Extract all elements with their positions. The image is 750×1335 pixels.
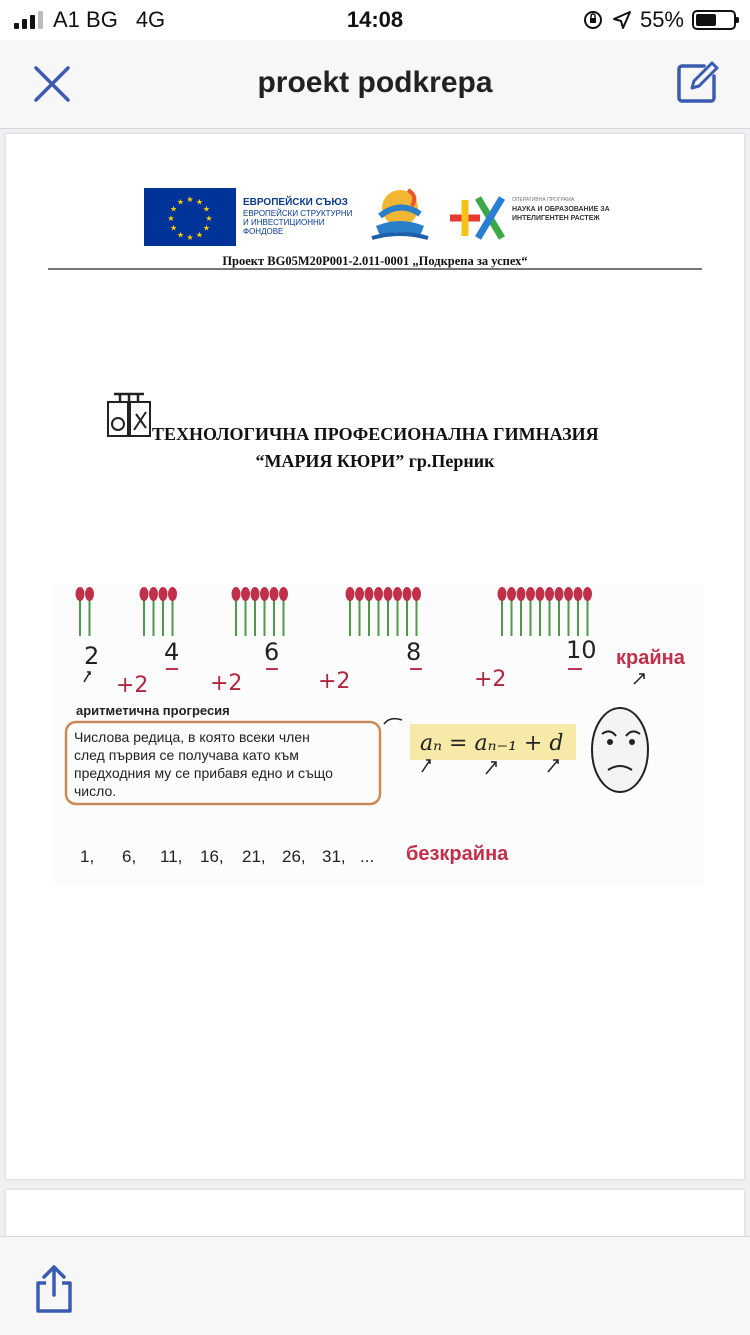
count-labels (84, 636, 597, 670)
count-label: 2 (84, 642, 100, 670)
section-title: аритметична прогресия (76, 703, 230, 718)
tulip-flower (374, 587, 383, 636)
eu-star: ★ (169, 223, 178, 233)
science-education-logo (444, 190, 508, 246)
finite-label: крайна (616, 647, 685, 669)
battery-icon (692, 10, 736, 30)
count-label: 6 (264, 638, 280, 666)
eu-logo-text (243, 198, 353, 236)
definition-line: Числова редица, в която всеки член (74, 729, 310, 745)
school-emblem-logo (106, 390, 152, 438)
operational-program-name: НАУКА И ОБРАЗОВАНИЕ ЗА ИНТЕЛИГЕНТЕН РАСТЕЖ (512, 206, 610, 222)
slide-drawing (54, 584, 704, 886)
eu-star: ★ (202, 223, 211, 233)
sequence-numbers (80, 847, 374, 866)
meme-face-icon (592, 708, 648, 792)
sequence-number: 6, (122, 847, 137, 866)
header-divider (48, 268, 702, 270)
clock: 14:08 (346, 7, 404, 32)
step-label: +2 (474, 667, 507, 692)
eu-star: ★ (202, 204, 211, 214)
tulip-flower (232, 587, 241, 636)
tulip-flower (412, 587, 421, 636)
step-label: +2 (318, 669, 351, 694)
sequence-number: ... (360, 847, 375, 866)
sequence-number: 26, (282, 847, 306, 866)
arrow-marks (84, 672, 644, 684)
tulip-flower (526, 587, 535, 636)
sequence-number: 16, (200, 847, 224, 866)
tulip-flower (159, 587, 168, 636)
count-label: 10 (566, 636, 597, 664)
tulip-flower (403, 587, 412, 636)
orientation-lock-icon (582, 9, 604, 31)
tulip-flower (384, 587, 393, 636)
document-title: proekt podkrepa (257, 66, 493, 99)
sequence-number: 11, (160, 847, 183, 866)
sequence-number: 21, (242, 847, 266, 866)
tulip-flower (574, 587, 583, 636)
school-city: “МАРИЯ КЮРИ” гр.Перник (255, 451, 495, 471)
step-label: +2 (210, 671, 243, 696)
definition-line: предходния му се прибавя едно и също (74, 765, 333, 781)
eu-logo-title: ЕВРОПЕЙСКИ СЪЮЗ (243, 197, 348, 208)
step-labels (116, 667, 506, 698)
tulip-flower (76, 587, 85, 636)
tulip-flower (517, 587, 526, 636)
formula-arrows (422, 760, 558, 774)
status-bar (0, 0, 750, 40)
status-bar-right (582, 7, 736, 33)
count-label: 8 (406, 638, 422, 666)
tulip-flower (555, 587, 564, 636)
tulip-flower (365, 587, 374, 636)
eu-star: ★ (195, 197, 204, 207)
share-icon[interactable] (32, 1263, 76, 1315)
definition-text (74, 729, 333, 799)
eu-star: ★ (205, 214, 213, 223)
eu-flag-logo (144, 188, 236, 246)
lesson-slide-image (54, 584, 704, 886)
tulip-flower (168, 587, 177, 636)
network-type: 4G (135, 7, 166, 32)
tulip-flower (393, 587, 402, 636)
tulip-flower (346, 587, 355, 636)
eu-star: ★ (167, 214, 175, 223)
science-education-logo-text (512, 196, 622, 223)
operational-program-label: ОПЕРАТИВНА ПРОГРАМА (512, 197, 575, 203)
tulip-flower (545, 587, 554, 636)
count-label: 4 (164, 638, 180, 666)
carrier-name: A1 BG (53, 7, 118, 32)
navigation-bar (0, 40, 750, 129)
tulip-flower (507, 587, 516, 636)
formula: aₙ = aₙ₋₁ + d (420, 731, 564, 756)
tulip-flower (564, 587, 573, 636)
eu-star: ★ (176, 230, 185, 240)
eu-star: ★ (186, 195, 194, 204)
bottom-toolbar (0, 1236, 750, 1335)
definition-line: число. (74, 783, 117, 799)
tulip-groups (76, 587, 593, 636)
eu-star: ★ (176, 197, 185, 207)
school-name: ТЕХНОЛОГИЧНА ПРОФЕСИОНАЛНА ГИМНАЗИЯ (152, 424, 599, 444)
tulip-flower (279, 587, 288, 636)
eu-logo-subtitle: ЕВРОПЕЙСКИ СТРУКТУРНИ И ИНВЕСТИЦИОННИ ФОНДОВЕ (243, 209, 353, 236)
tulip-flower (149, 587, 158, 636)
step-label: +2 (116, 673, 149, 698)
pointer-arrow (384, 719, 402, 724)
battery-percent: 55% (639, 7, 684, 32)
eu-star: ★ (169, 204, 178, 214)
tulip-flower (251, 587, 260, 636)
tulip-flower (536, 587, 545, 636)
infinite-label: безкрайна (406, 843, 509, 865)
definition-line: след първия се получава като към (74, 747, 299, 763)
tulip-flower (355, 587, 364, 636)
project-line: Проект BG05M20P001-2.011-0001 „Подкрепа за успех“ (222, 254, 528, 268)
compose-icon[interactable] (674, 60, 720, 106)
document-page[interactable] (6, 134, 744, 1179)
eu-star: ★ (186, 233, 194, 242)
sequence-number: 1, (80, 847, 95, 866)
tulip-flower (498, 587, 507, 636)
logo-header (144, 186, 614, 250)
tulip-flower (241, 587, 250, 636)
eu-star: ★ (195, 230, 204, 240)
tulip-flower (85, 587, 94, 636)
tulip-flower (270, 587, 279, 636)
tulip-flower (260, 587, 269, 636)
education-program-logo (362, 186, 436, 248)
sequence-number: 31, (322, 847, 346, 866)
tulip-flower (140, 587, 149, 636)
location-arrow-icon (612, 10, 632, 30)
tulip-flower (583, 587, 592, 636)
